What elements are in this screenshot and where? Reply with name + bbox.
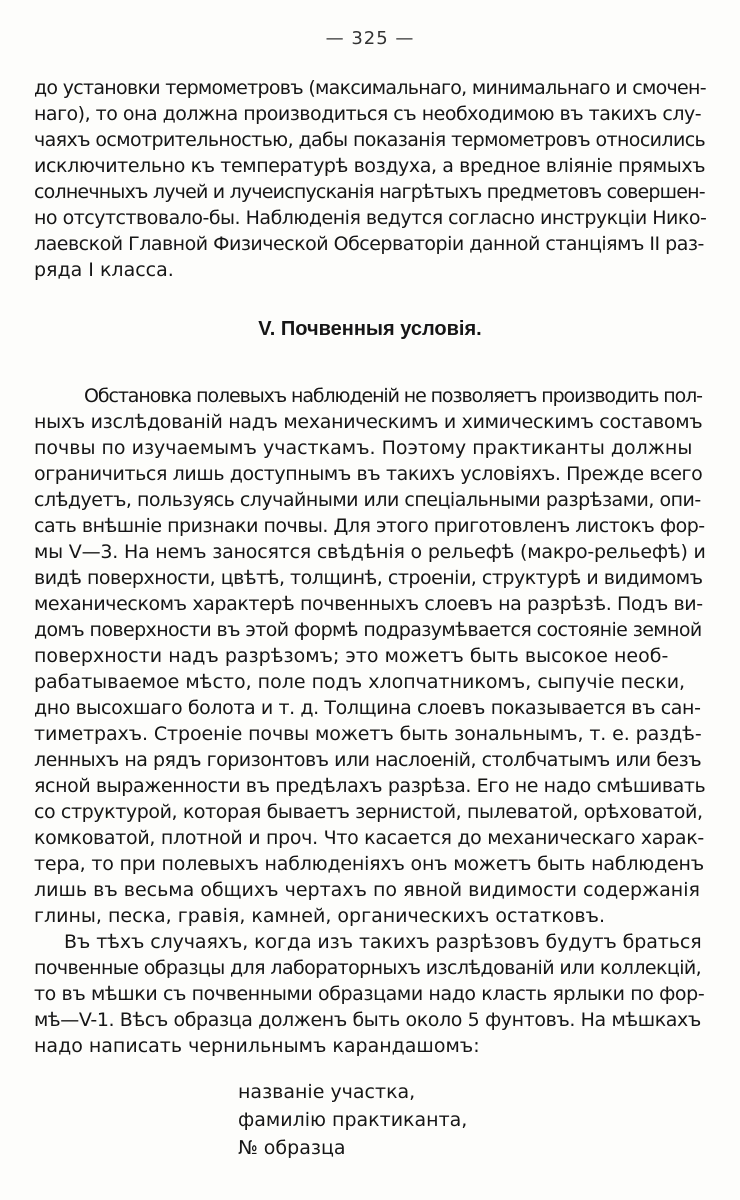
paragraph-line: домъ поверхности въ этой формѣ подразумѣвается состояніе земной (34, 619, 702, 641)
paragraph-line: глины, песка, гравія, камней, органическихъ остатковъ. (34, 905, 605, 927)
page-number: — 325 — (325, 28, 415, 49)
paragraph-line: Обстановка полевыхъ наблюденій не позволяетъ производить пол- (84, 385, 702, 407)
section-title: V. Почвенныя условія. (258, 318, 482, 340)
intro-line: до установки термометровъ (максимальнаго, минимальнаго и смочен- (34, 77, 706, 99)
intro-line: лаевской Главной Физической Обсерваторіи данной станціямъ II раз- (34, 233, 704, 255)
paragraph-line: сать внѣшніе признаки почвы. Для этого приготовленъ листокъ фор- (34, 515, 705, 537)
paragraph-line: ныхъ изслѣдованій надъ механическимъ и химическимъ составомъ (34, 411, 703, 433)
paragraph-line: комковатой, плотной и проч. Что касается до механическаго харак- (34, 827, 704, 849)
paragraph-line: поверхности надъ разрѣзомъ; это можетъ быть высокое необ- (34, 645, 669, 667)
paragraph-line: тиметрахъ. Строеніе почвы можетъ быть зональнымъ, т. е. раздѣ- (34, 723, 702, 745)
intro-line: наго), то она должна производиться съ необходимою въ такихъ слу- (34, 103, 702, 125)
intro-line: солнечныхъ лучей и лучеиспусканія нагрѣтыхъ предметовъ совершен- (34, 181, 705, 203)
paragraph-line: надо написать чернильнымъ карандашомъ: (34, 1035, 480, 1057)
paragraph-line: почвы по изучаемымъ участкамъ. Поэтому практиканты должны (34, 437, 693, 459)
paragraph-line: Въ тѣхъ случаяхъ, когда изъ такихъ разрѣзовъ будутъ браться (64, 931, 702, 953)
paragraph-line: почвенные образцы для лабораторныхъ изслѣдованій или коллекцій, (34, 957, 702, 979)
paragraph-line: рабатываемое мѣсто, поле подъ хлопчатникомъ, сыпучіе пески, (34, 671, 686, 693)
label-list-item: фамилію практиканта, (238, 1109, 468, 1131)
paragraph-line: мы V—3. На немъ заносятся свѣдѣнія о рельефѣ (макро-рельефѣ) и (34, 541, 706, 563)
paragraph-line: слѣдуетъ, пользуясь случайными или спеціальными разрѣзами, опи- (34, 489, 701, 511)
paragraph-line: ленныхъ на рядъ горизонтовъ или наслоеній, столбчатымъ или безъ (34, 749, 702, 771)
paragraph-line: ограничиться лишь доступнымъ въ такихъ условіяхъ. Прежде всего (34, 463, 703, 485)
label-list-item: названіе участка, (238, 1081, 416, 1103)
label-list-item: № образца (238, 1137, 346, 1159)
paragraph-line: со структурой, которая бываетъ зернистой, пылеватой, орѣховатой, (34, 801, 703, 823)
paragraph-line: видѣ поверхности, цвѣтѣ, толщинѣ, строеніи, структурѣ и видимомъ (34, 567, 703, 589)
paragraph-line: мѣ—V-1. Вѣсъ образца долженъ быть около 5 фунтовъ. На мѣшкахъ (34, 1009, 701, 1031)
intro-line: исключительно къ температурѣ воздуха, а вредное вліяніе прямыхъ (34, 155, 706, 177)
paragraph-line: механическомъ характерѣ почвенныхъ слоевъ на разрѣзѣ. Подъ ви- (34, 593, 703, 615)
intro-line: чаяхъ осмотрительностью, дабы показанія термометровъ относились (34, 129, 706, 151)
paragraph-line: тера, то при полевыхъ наблюденіяхъ онъ можетъ быть наблюденъ (34, 853, 704, 875)
intro-line: ряда I класса. (34, 259, 174, 281)
paragraph-line: ясной выраженности въ предѣлахъ разрѣза. Его не надо смѣшивать (34, 775, 706, 797)
paragraph-line: дно высохшаго болота и т. д. Толщина слоевъ показывается въ сан- (34, 697, 701, 719)
intro-line: но отсутствовало-бы. Наблюденія ведутся согласно инструкціи Нико- (34, 207, 707, 229)
paragraph-line: лишь въ весьма общихъ чертахъ по явной видимости содержанія (34, 879, 700, 901)
paragraph-line: то въ мѣшки съ почвенными образцами надо класть ярлыки по фор- (34, 983, 705, 1005)
